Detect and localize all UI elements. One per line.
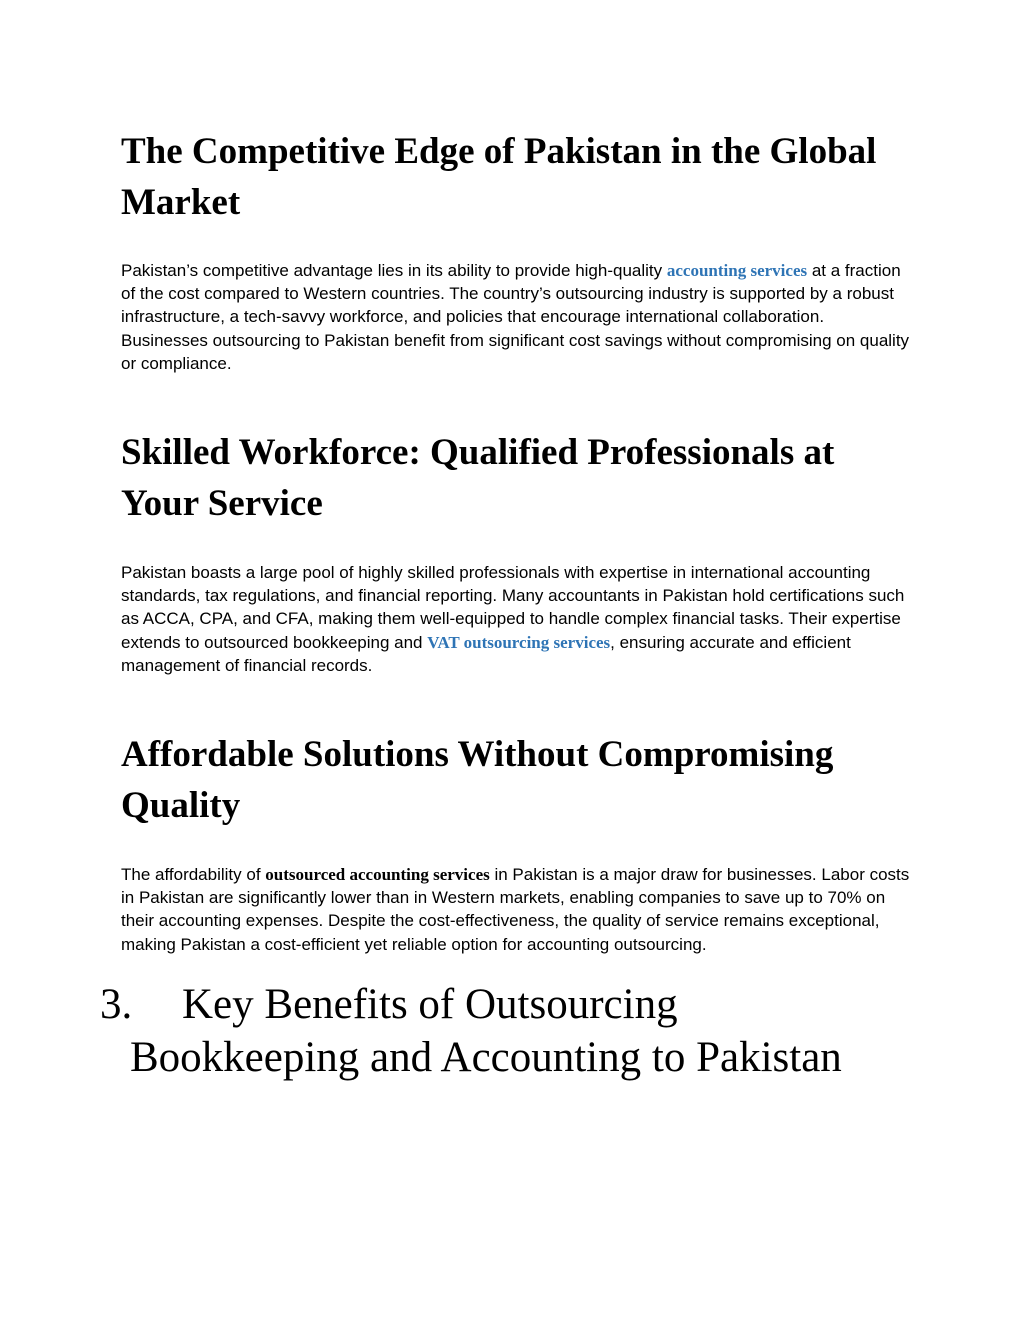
paragraph-skilled-workforce [121, 561, 911, 677]
heading-affordable-solutions: Affordable Solutions Without Compromising Quality [121, 734, 834, 826]
numbered-heading-key-benefits [100, 978, 960, 1084]
list-number: 3. [100, 981, 133, 1028]
paragraph-text: Pakistan’s competitive advantage lies in its ability to provide high-quality [121, 261, 667, 280]
outsourced-accounting-services-bold: outsourced accounting services [265, 865, 490, 884]
paragraph-text: , ensuring accurate and efficient management of financial records. [121, 632, 851, 675]
accounting-services-link[interactable]: accounting services [666, 261, 808, 280]
vat-outsourcing-services-link[interactable]: VAT outsourcing services [427, 632, 611, 652]
paragraph-competitive-edge [121, 259, 911, 375]
paragraph-text: Pakistan boasts a large pool of highly skilled professionals with expertise in international accounting standards, tax regulations, and financial reporting. Many accountants in Pakistan hold certifications such as ACCA, CPA, and CFA, making them well-equipped to handle complex financial tasks. Their expertise extends to outsourced bookkeeping and [121, 563, 905, 652]
paragraph-affordable-solutions [121, 863, 911, 956]
paragraph-text: at a fraction of the cost compared to Western countries. The country’s outsourcing industry is supported by a robust infrastructure, a tech-savvy workforce, and policies that encourage international collaboration. Businesses outsourcing to Pakistan benefit from significant cost savings without compromising on quality or compliance. [121, 261, 910, 373]
paragraph-text: The affordability of [121, 865, 266, 884]
heading-line-1: Key Benefits of Outsourcing [182, 981, 678, 1028]
paragraph-text: in Pakistan is a major draw for businesses. Labor costs in Pakistan are significantly lower than in Western markets, enabling companies to save up to 70% on their accounting expenses. Despite the cost-effectiveness, the quality of service remains exceptional, making Pakistan a cost-efficient yet reliable option for accounting outsourcing. [121, 865, 910, 954]
heading-skilled-workforce: Skilled Workforce: Qualified Professionals at Your Service [121, 432, 835, 524]
heading-line-2: Bookkeeping and Accounting to Pakistan [130, 1034, 842, 1081]
heading-competitive-edge: The Competitive Edge of Pakistan in the Global Market [121, 131, 877, 223]
